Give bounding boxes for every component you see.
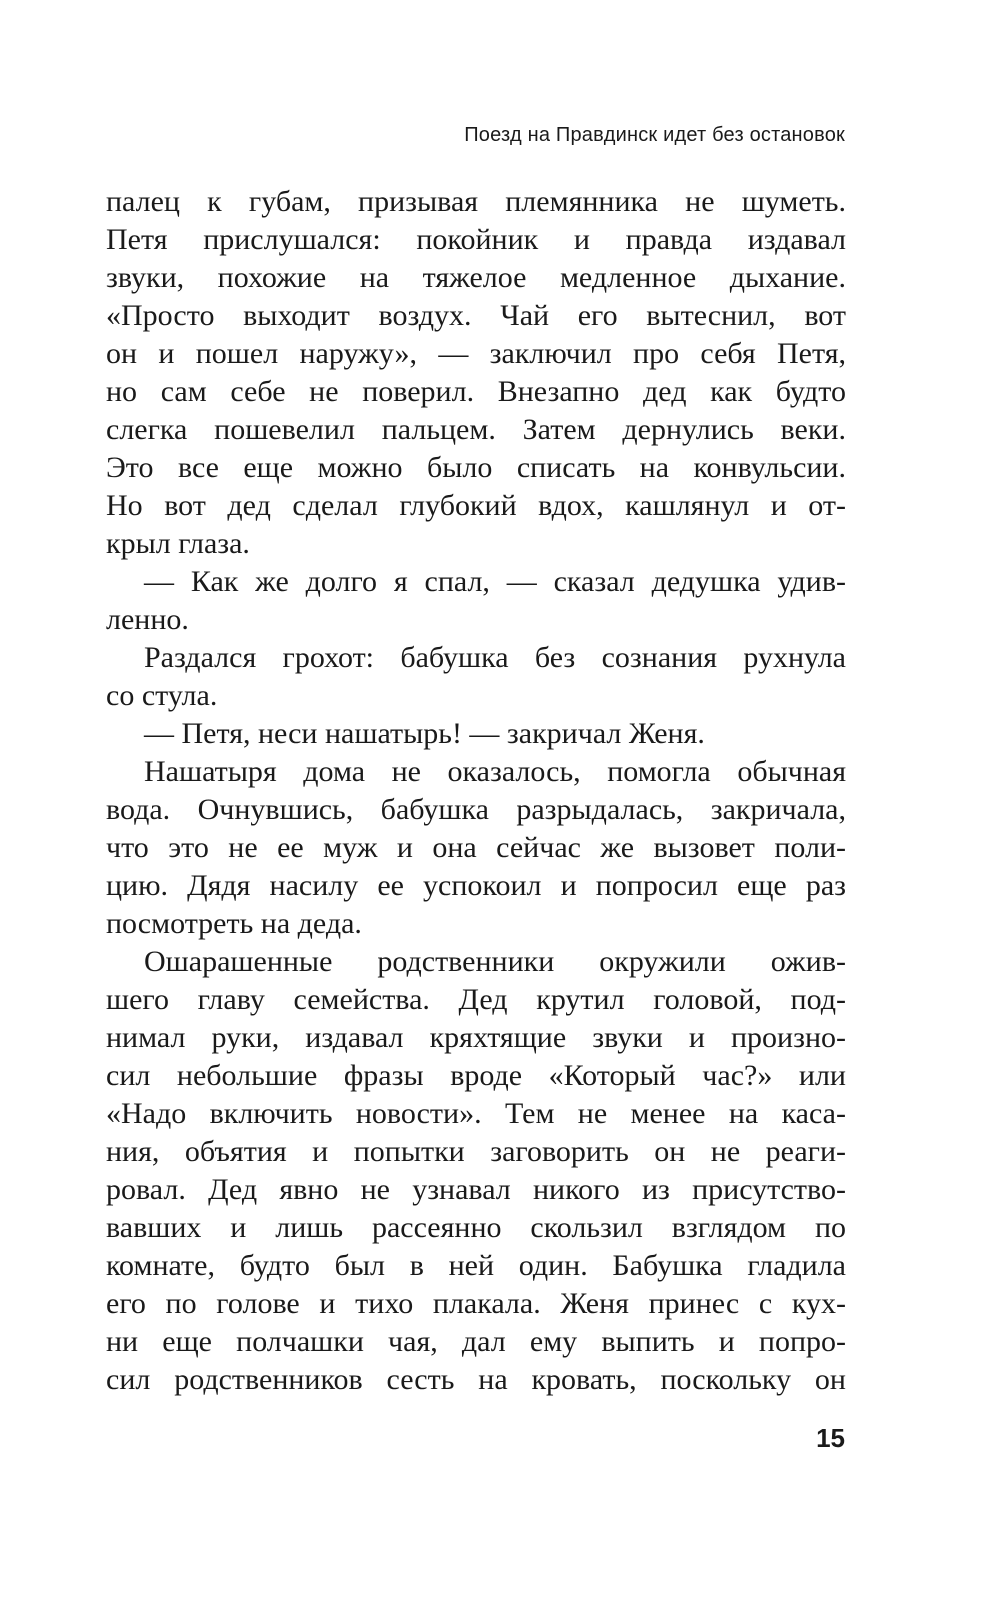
text-line: ни еще полчашки чая, дал ему выпить и попро- (106, 1325, 846, 1358)
text-line: сил родственников сесть на кровать, поскольку он (106, 1363, 846, 1396)
text-line: — Как же долго я спал, — сказал дедушка удив- (144, 565, 846, 598)
running-head: Поезд на Правдинск идет без остановок (464, 124, 845, 146)
text-line: Нашатыря дома не оказалось, помогла обычная (144, 755, 846, 788)
text-line: сил небольшие фразы вроде «Который час?» или (106, 1059, 846, 1092)
text-line: ния, объятия и попытки заговорить он не реаги- (106, 1135, 846, 1168)
text-line: ровал. Дед явно не узнавал никого из присутство- (106, 1173, 846, 1206)
text-line: палец к губам, призывая племянника не шуметь. (106, 185, 846, 218)
text-line: Но вот дед сделал глубокий вдох, кашлянул и от- (106, 489, 846, 522)
text-line: — Петя, неси нашатырь! — закричал Женя. (144, 717, 705, 750)
body-text (106, 183, 846, 1399)
page-number: 15 (816, 1423, 845, 1453)
text-line: цию. Дядя насилу ее успокоил и попросил еще раз (106, 869, 846, 902)
text-line: Ошарашенные родственники окружили ожив- (144, 945, 846, 978)
text-line: «Просто выходит воздух. Чай его вытеснил, вот (106, 299, 846, 332)
text-line: посмотреть на деда. (106, 907, 362, 940)
text-line: «Надо включить новости». Тем не менее на каса- (106, 1097, 846, 1130)
text-line: слегка пошевелил пальцем. Затем дернулись веки. (106, 413, 846, 446)
text-line: вавших и лишь рассеянно скользил взглядом по (106, 1211, 846, 1244)
text-line: что это не ее муж и она сейчас же вызовет поли- (106, 831, 846, 864)
text-line: нимал руки, издавал кряхтящие звуки и произно- (106, 1021, 846, 1054)
text-line: Петя прислушался: покойник и правда издавал (106, 223, 846, 256)
text-line: со стула. (106, 679, 218, 712)
text-line: его по голове и тихо плакала. Женя принес с кух- (106, 1287, 846, 1320)
text-line: Раздался грохот: бабушка без сознания рухнула (144, 641, 846, 674)
text-line: шего главу семейства. Дед крутил головой, под- (106, 983, 846, 1016)
text-line: Это все еще можно было списать на конвульсии. (106, 451, 846, 484)
text-line: но сам себе не поверил. Внезапно дед как будто (106, 375, 846, 408)
text-line: он и пошел наружу», — заключил про себя Петя, (106, 337, 846, 370)
text-line: крыл глаза. (106, 527, 250, 560)
text-line: ленно. (106, 603, 189, 636)
text-line: комнате, будто был в ней один. Бабушка гладила (106, 1249, 846, 1282)
text-line: звуки, похожие на тяжелое медленное дыхание. (106, 261, 846, 294)
text-line: вода. Очнувшись, бабушка разрыдалась, закричала, (106, 793, 846, 826)
